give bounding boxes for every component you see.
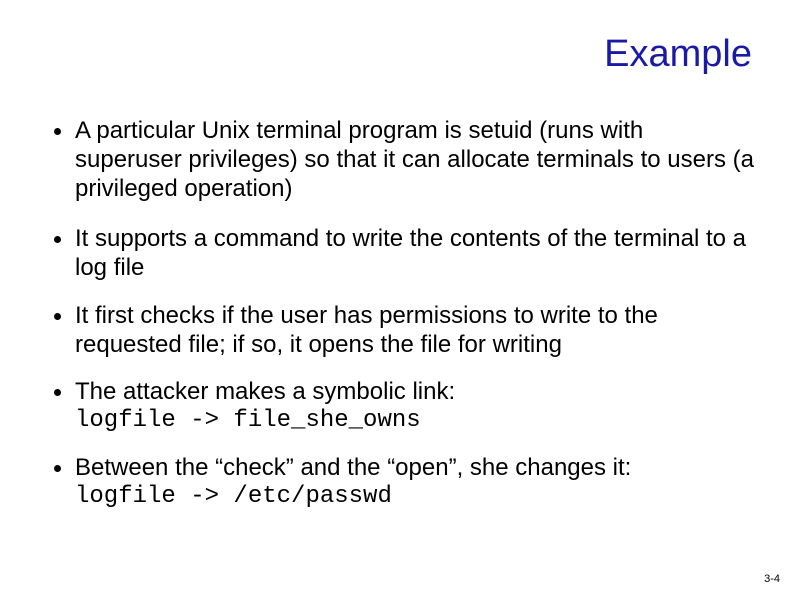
code-line: logfile -> file_she_owns — [75, 407, 421, 434]
page-number: 3-4 — [764, 573, 780, 585]
bullet-dot-icon — [54, 465, 61, 472]
bullet-text: It first checks if the user has permissions to write to the requested file; if so, it opens the file for writing — [75, 302, 658, 358]
bullet-text: The attacker makes a symbolic link: — [75, 378, 456, 405]
bullet-dot-icon — [54, 128, 61, 135]
code-line: logfile -> /etc/passwd — [75, 483, 392, 510]
bullet-text: It supports a command to write the contents of the terminal to a log file — [75, 225, 747, 281]
bullet-text: Between the “check” and the “open”, she changes it: — [75, 454, 632, 481]
bullet-dot-icon — [54, 389, 61, 396]
bullet-dot-icon — [54, 236, 61, 243]
bullet-text-block — [75, 453, 755, 511]
bullet-dot-icon — [54, 313, 61, 320]
bullet-text: A particular Unix terminal program is setuid (runs with superuser privileges) so that it can allocate terminals to users (a privileged operation) — [75, 117, 754, 202]
slide-title: Example — [604, 33, 752, 75]
bullet-text-block — [75, 377, 755, 435]
